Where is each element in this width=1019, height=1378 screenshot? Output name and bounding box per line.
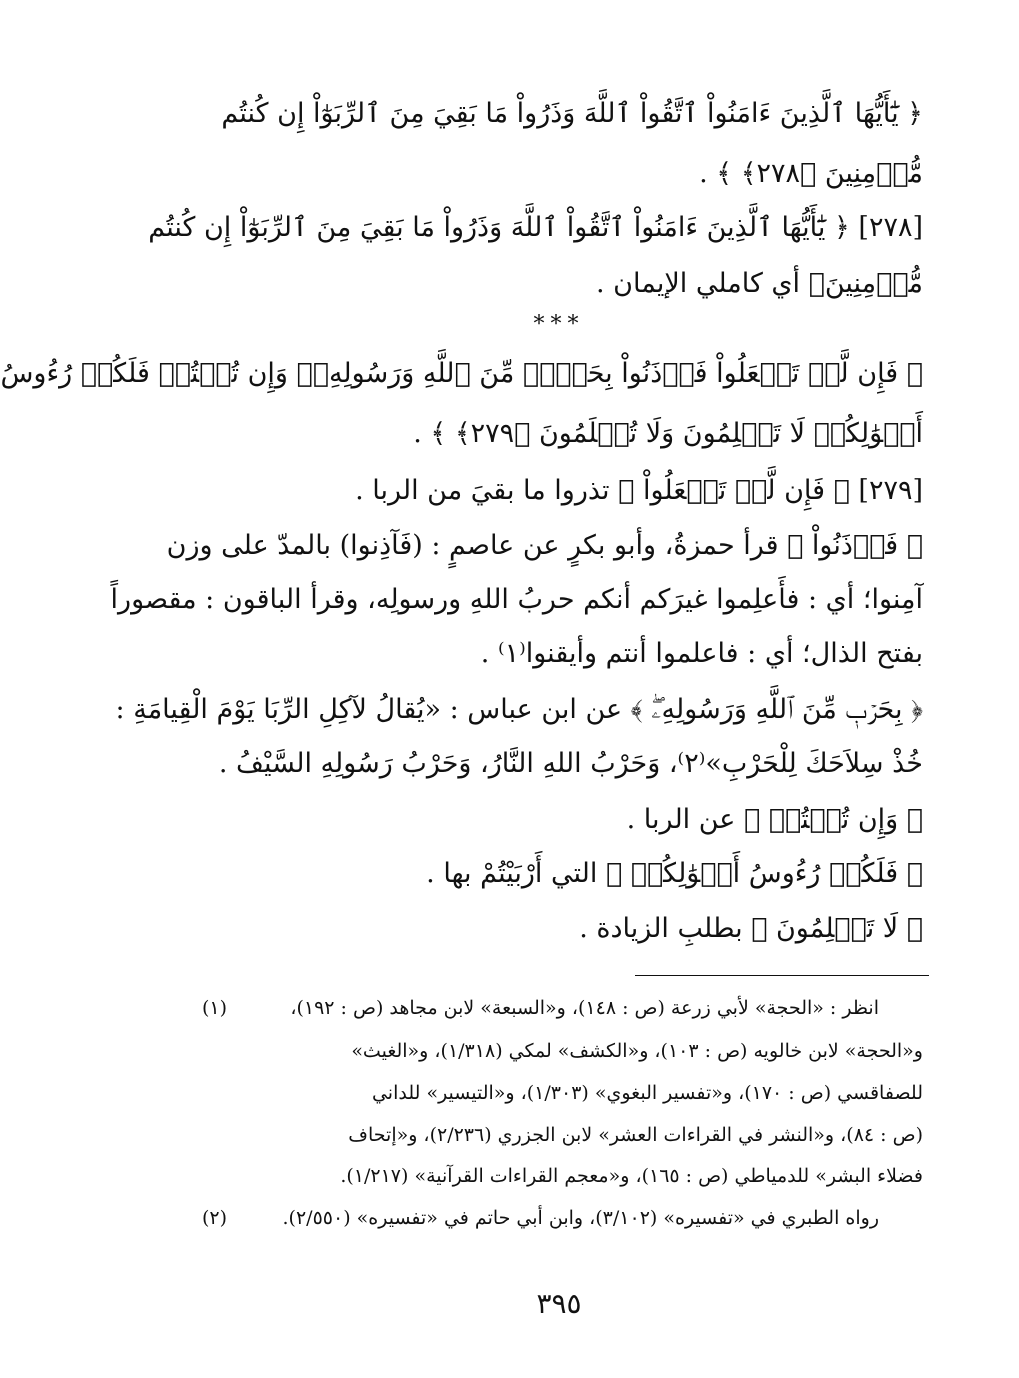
verse-279-line-2: أَمۡوَٰلِكُمۡ لَا تَظۡلِمُونَ وَلَا تُظۡلَمُونَ ﴿٢٧٩﴾ ﴾ . [413,418,923,449]
commentary-279-line-5: ﴿ بِحَرۡبٖ مِّنَ ٱللَّهِ وَرَسُولِهِۦۖ ﴾ عن ابن عباس : «يُقالُ لآكِلِ الرِّبَا يَوْمَ الْقِيامَةِ : [115,694,923,725]
commentary-279-line-1: [٢٧٩] ﴿ فَإِن لَّمۡ تَفۡعَلُواْ ﴾ تذروا ما بقيَ من الربا . [355,475,923,506]
commentary-279-line-9: ﴿ لَا تَظۡلِمُونَ ﴾ بطلبِ الزيادة . [579,913,923,944]
footnote-1-line-3: للصفاقسي (ص : ١٧٠)، و«تفسير البغوي» (١/٣٠٣)، و«التيسير» للداني [371,1082,923,1104]
commentary-279-line-2: ﴿ فَأۡذَنُواْ ﴾ قرأ حمزةُ، وأبو بكرٍ عن عاصمٍ : (فَآذِنوا) بالمدّ على وزن [166,530,923,561]
footnote-1-line-2: و«الحجة» لابن خالويه (ص : ١٠٣)، و«الكشف» لمكي (١/٣١٨)، و«الغيث» [351,1040,923,1062]
commentary-279-line-3: آمِنوا؛ أي : فأَعلِموا غيرَكم أنكم حربُ اللهِ ورسولِه، وقرأ الباقون : مقصوراً [110,584,923,615]
footnote-1-line-5: فضلاء البشر» للدمياطي (ص : ١٦٥)، و«معجم القراءات القرآنية» (١/٢١٧). [340,1165,923,1187]
page-number: ٣٩٥ [536,1287,582,1320]
footnote-1-line-4: (ص : ٨٤)، و«النشر في القراءات العشر» لابن الجزري (٢/٢٣٦)، و«إتحاف [348,1124,923,1146]
commentary-279-line-4: بفتح الذال؛ أي : فاعلموا أنتم وأيقنوا⁽١⁾ . [480,638,923,669]
footnote-1-number: (١) [201,997,227,1019]
commentary-279-line-8: ﴿ فَلَكُمۡ رُءُوسُ أَمۡوَٰلِكُمۡ ﴾ التي أَرْبَيْتُمْ بها . [426,858,923,889]
commentary-279-line-6: خُذْ سِلاَحَكَ لِلْحَرْبِ»⁽٢⁾، وَحَرْبُ اللهِ النَّارُ، وَحَرْبُ رَسُولِهِ السَّيْفُ . [218,748,923,779]
footnote-1-line-1: انظر : «الحجة» لأبي زرعة (ص : ١٤٨)، و«السبعة» لابن مجاهد (ص : ١٩٢)، [290,997,879,1019]
commentary-278-line-2: مُّؤۡمِنِينَ﴾ أي كاملي الإيمان . [596,268,923,299]
commentary-279-line-7: ﴿ وَإِن تُبۡتُمۡ ﴾ عن الربا . [626,804,923,835]
footnote-2-line-1: رواه الطبري في «تفسيره» (٣/١٠٢)، وابن أبي حاتم في «تفسيره» (٢/٥٥٠). [282,1207,879,1229]
section-separator: *** [533,312,585,337]
footnote-2-number: (٢) [201,1207,227,1229]
verse-278-line-1: ﴿ يَٰٓأَيُّهَا ٱلَّذِينَ ءَامَنُواْ ٱتَّقُواْ ٱللَّهَ وَذَرُواْ مَا بَقِيَ مِنَ ٱلرِّبَوٰٓاْ إِن كُنتُم [221,98,923,129]
footnote-separator [635,975,929,976]
commentary-278-line-1: [٢٧٨] ﴿ يَٰٓأَيُّهَا ٱلَّذِينَ ءَامَنُواْ ٱتَّقُواْ ٱللَّهَ وَذَرُواْ مَا بَقِيَ مِنَ ٱلرِّبَوٰٓاْ إِن كُنتُم [148,212,923,243]
verse-278-line-2: مُّؤۡمِنِينَ ﴿٢٧٨﴾ ﴾ . [699,158,923,189]
verse-279-line-1: ﴿ فَإِن لَّمۡ تَفۡعَلُواْ فَأۡذَنُواْ بِحَرۡبٖ مِّنَ ٱللَّهِ وَرَسُولِهِۦۖ وَإِن تُبۡتُمۡ فَلَكُمۡ رُءُوسُ [0,358,923,389]
